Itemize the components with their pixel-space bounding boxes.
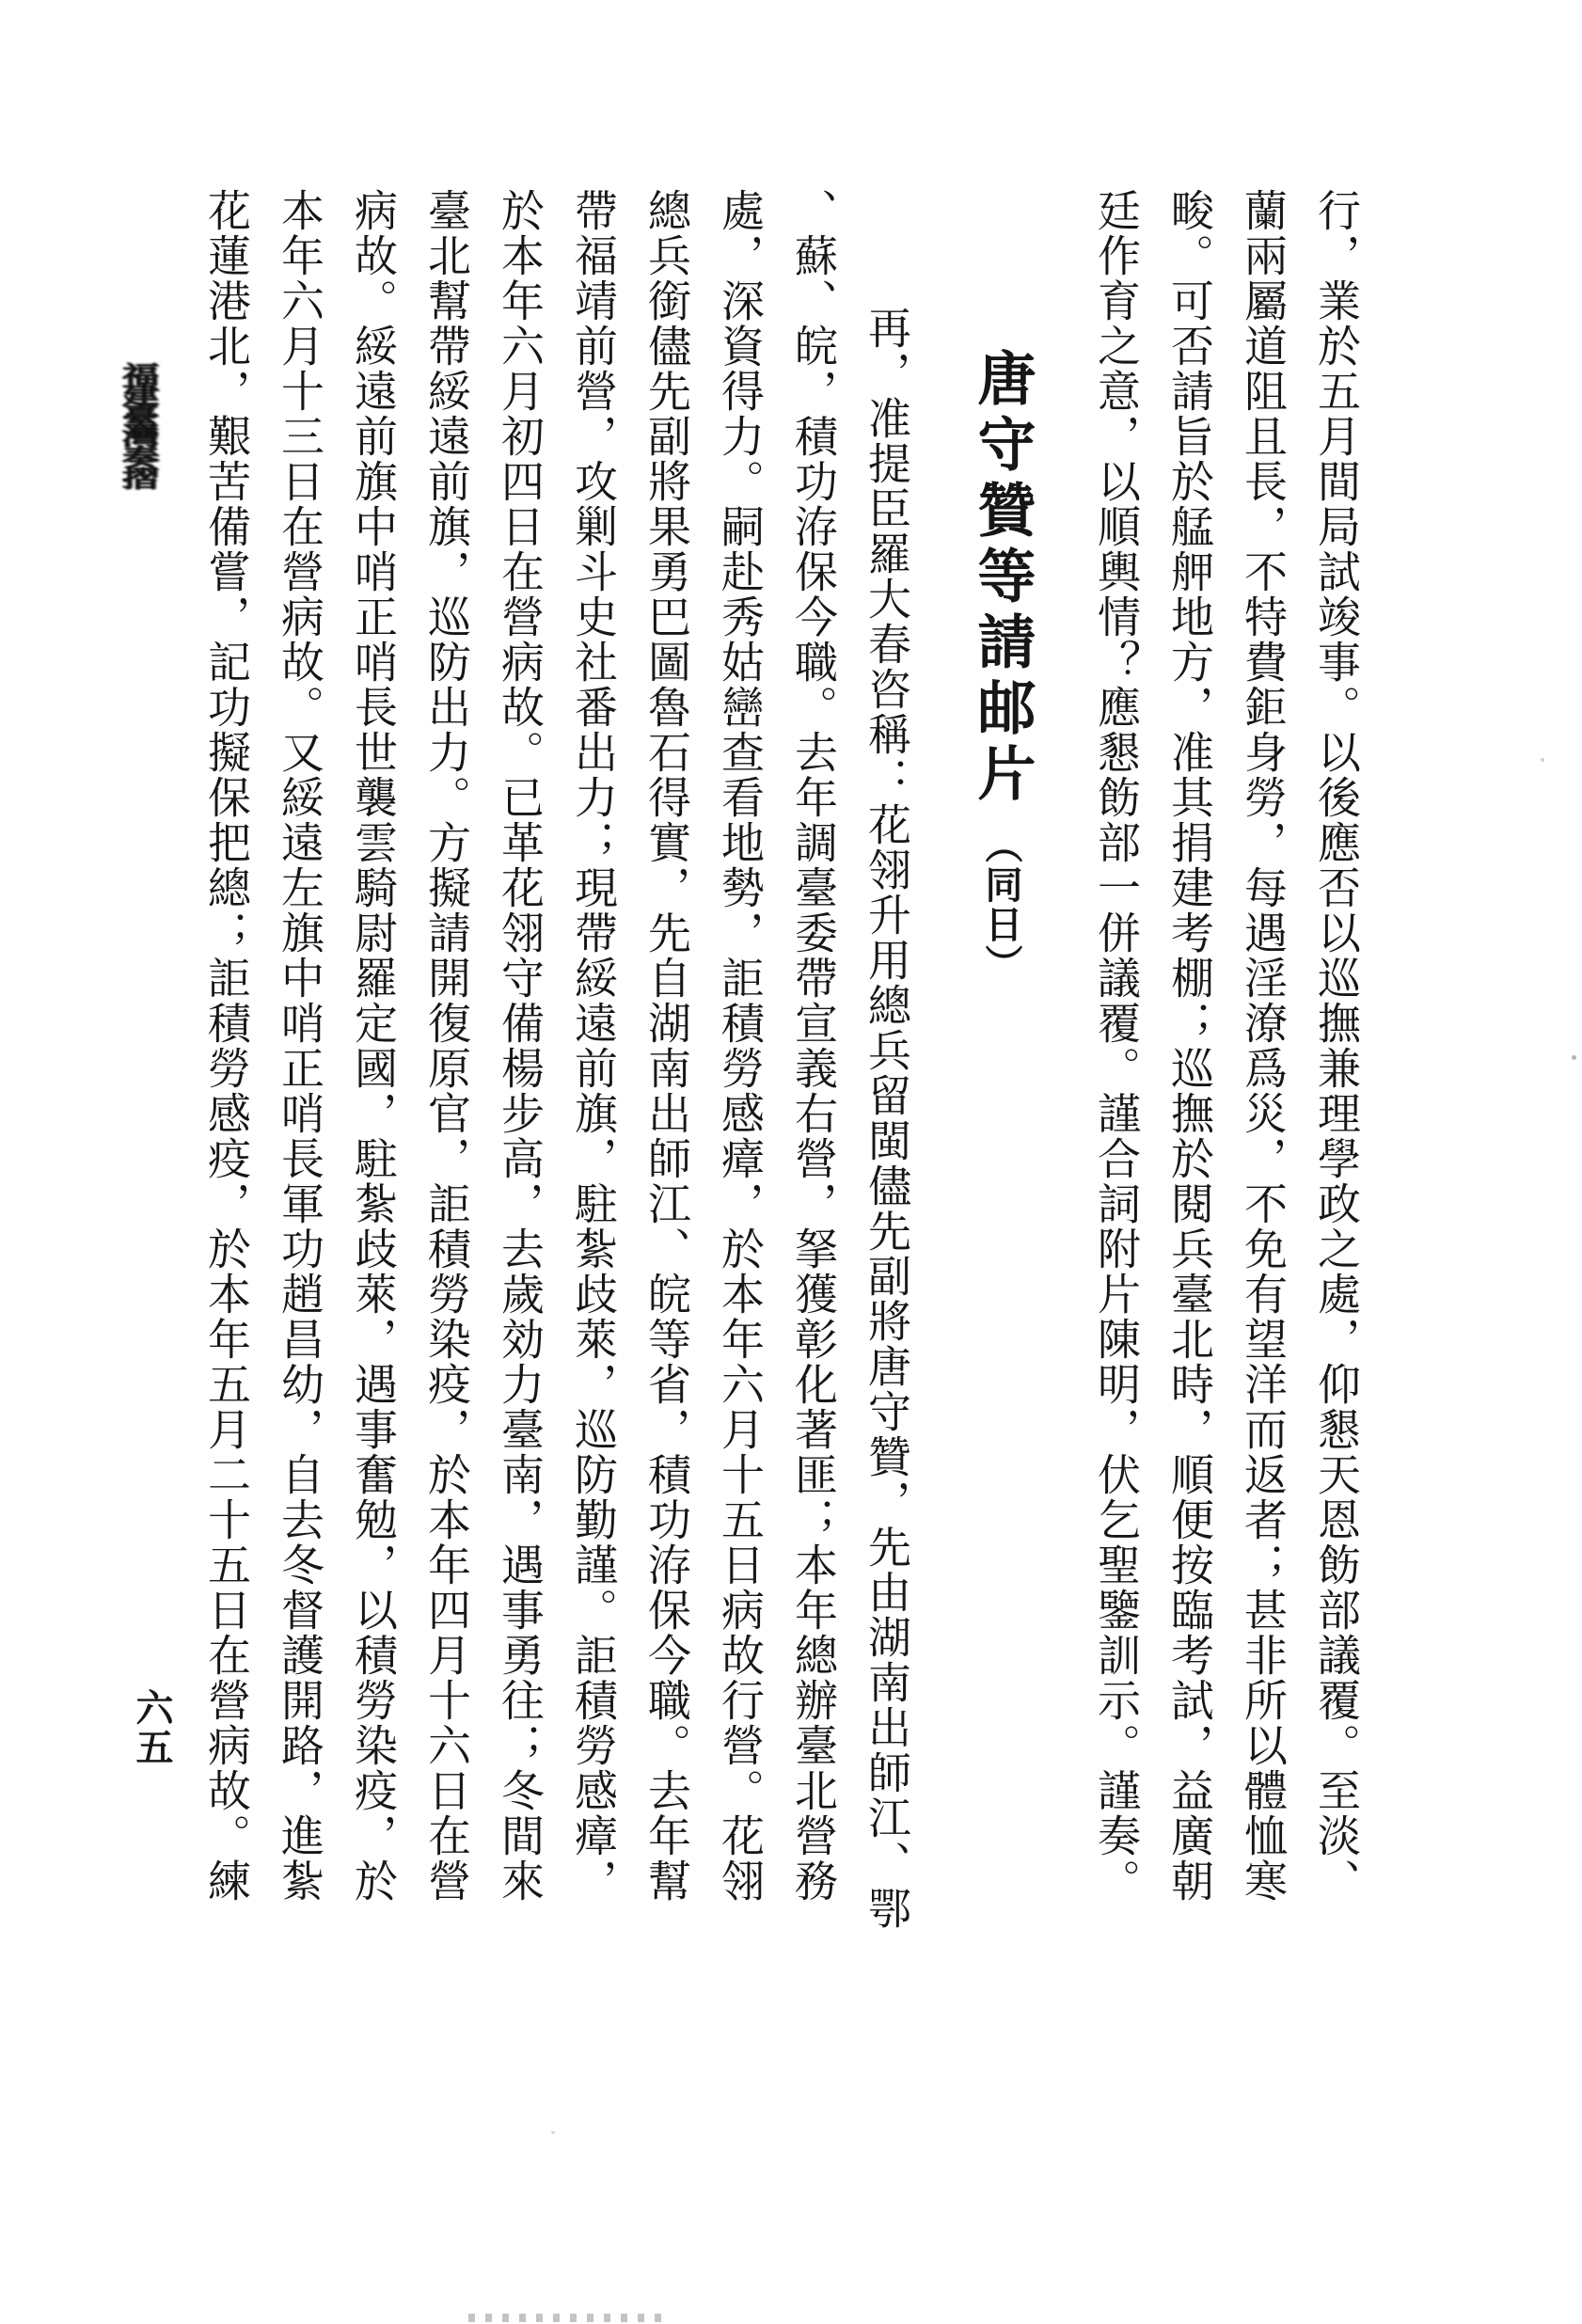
scan-speck: [551, 2131, 555, 2134]
text-column: 廷作育之意，以順輿情？應懇飭部一併議覆。謹合詞附片陳明，伏乞聖鑒訓示。謹奏。: [1092, 188, 1140, 1904]
text-column: 臺北幫帶綏遠前旗，巡防出力。方擬請開復原官，詎積勞染疫，於本年四月十六日在營: [422, 188, 470, 1904]
section-title: 唐守贊等請邮片: [969, 348, 1033, 809]
text-column: 再，准提臣羅大春咨稱：花翎升用總兵留閩儘先副將唐守贊，先由湖南出師江、鄂: [862, 306, 910, 1931]
text-column: 於本年六月初四日在營病故。已革花翎守備楊步高，去歲効力臺南，遇事勇往；冬間來: [496, 188, 544, 1904]
text-column: 處，深資得力。嗣赴秀姑巒查看地勢，詎積勞感瘴，於本年六月十五日病故行營。花翎: [716, 188, 764, 1904]
scan-speck: [1541, 758, 1544, 762]
scan-artifact-bottom-edge: [468, 2314, 666, 2322]
page-number: 六五: [131, 1688, 173, 1767]
section-date-note: （同日）: [980, 826, 1022, 984]
text-column: 、蘇、皖，積功洊保今職。去年調臺委帶宣義右營，拏獲彰化著匪；本年總辦臺北營務: [789, 188, 837, 1904]
text-column: 本年六月十三日在營病故。又綏遠左旗中哨正哨長軍功趙昌幼，自去冬督護開路，進紮: [276, 188, 324, 1904]
text-column: 花蓮港北，艱苦備嘗，記功擬保把總；詎積勞感疫，於本年五月二十五日在營病故。練: [202, 188, 250, 1904]
section-title-column: [967, 188, 1035, 2154]
book-spine-title: 福建臺灣奏摺: [116, 362, 158, 487]
scan-speck: [1572, 1055, 1576, 1060]
text-column: 蘭兩屬道阻且長，不特費鉅身勞，每遇淫潦爲災，不免有望洋而返者；甚非所以體恤寒: [1239, 188, 1287, 1904]
text-column: 病故。綏遠前旗中哨正哨長世襲雲騎尉羅定國，駐紮歧萊，遇事奮勉，以積勞染疫，於: [349, 188, 397, 1904]
text-column: 畯。可否請旨於艋舺地方，准其捐建考棚；巡撫於閱兵臺北時，順便按臨考試，益廣朝: [1165, 188, 1213, 1904]
text-columns: [201, 188, 1360, 2154]
text-column: 行，業於五月間局試竣事。以後應否以巡撫兼理學政之處，仰懇天恩飭部議覆。至淡、: [1312, 188, 1360, 1904]
text-column: 帶福靖前營，攻剿斗史社番出力；現帶綏遠前旗，駐紮歧萊，巡防勤謹。詎積勞感瘴，: [569, 188, 617, 1904]
text-column: 總兵銜儘先副將果勇巴圖魯石得實，先自湖南出師江、皖等省，積功洊保今職。去年幫: [642, 188, 690, 1904]
